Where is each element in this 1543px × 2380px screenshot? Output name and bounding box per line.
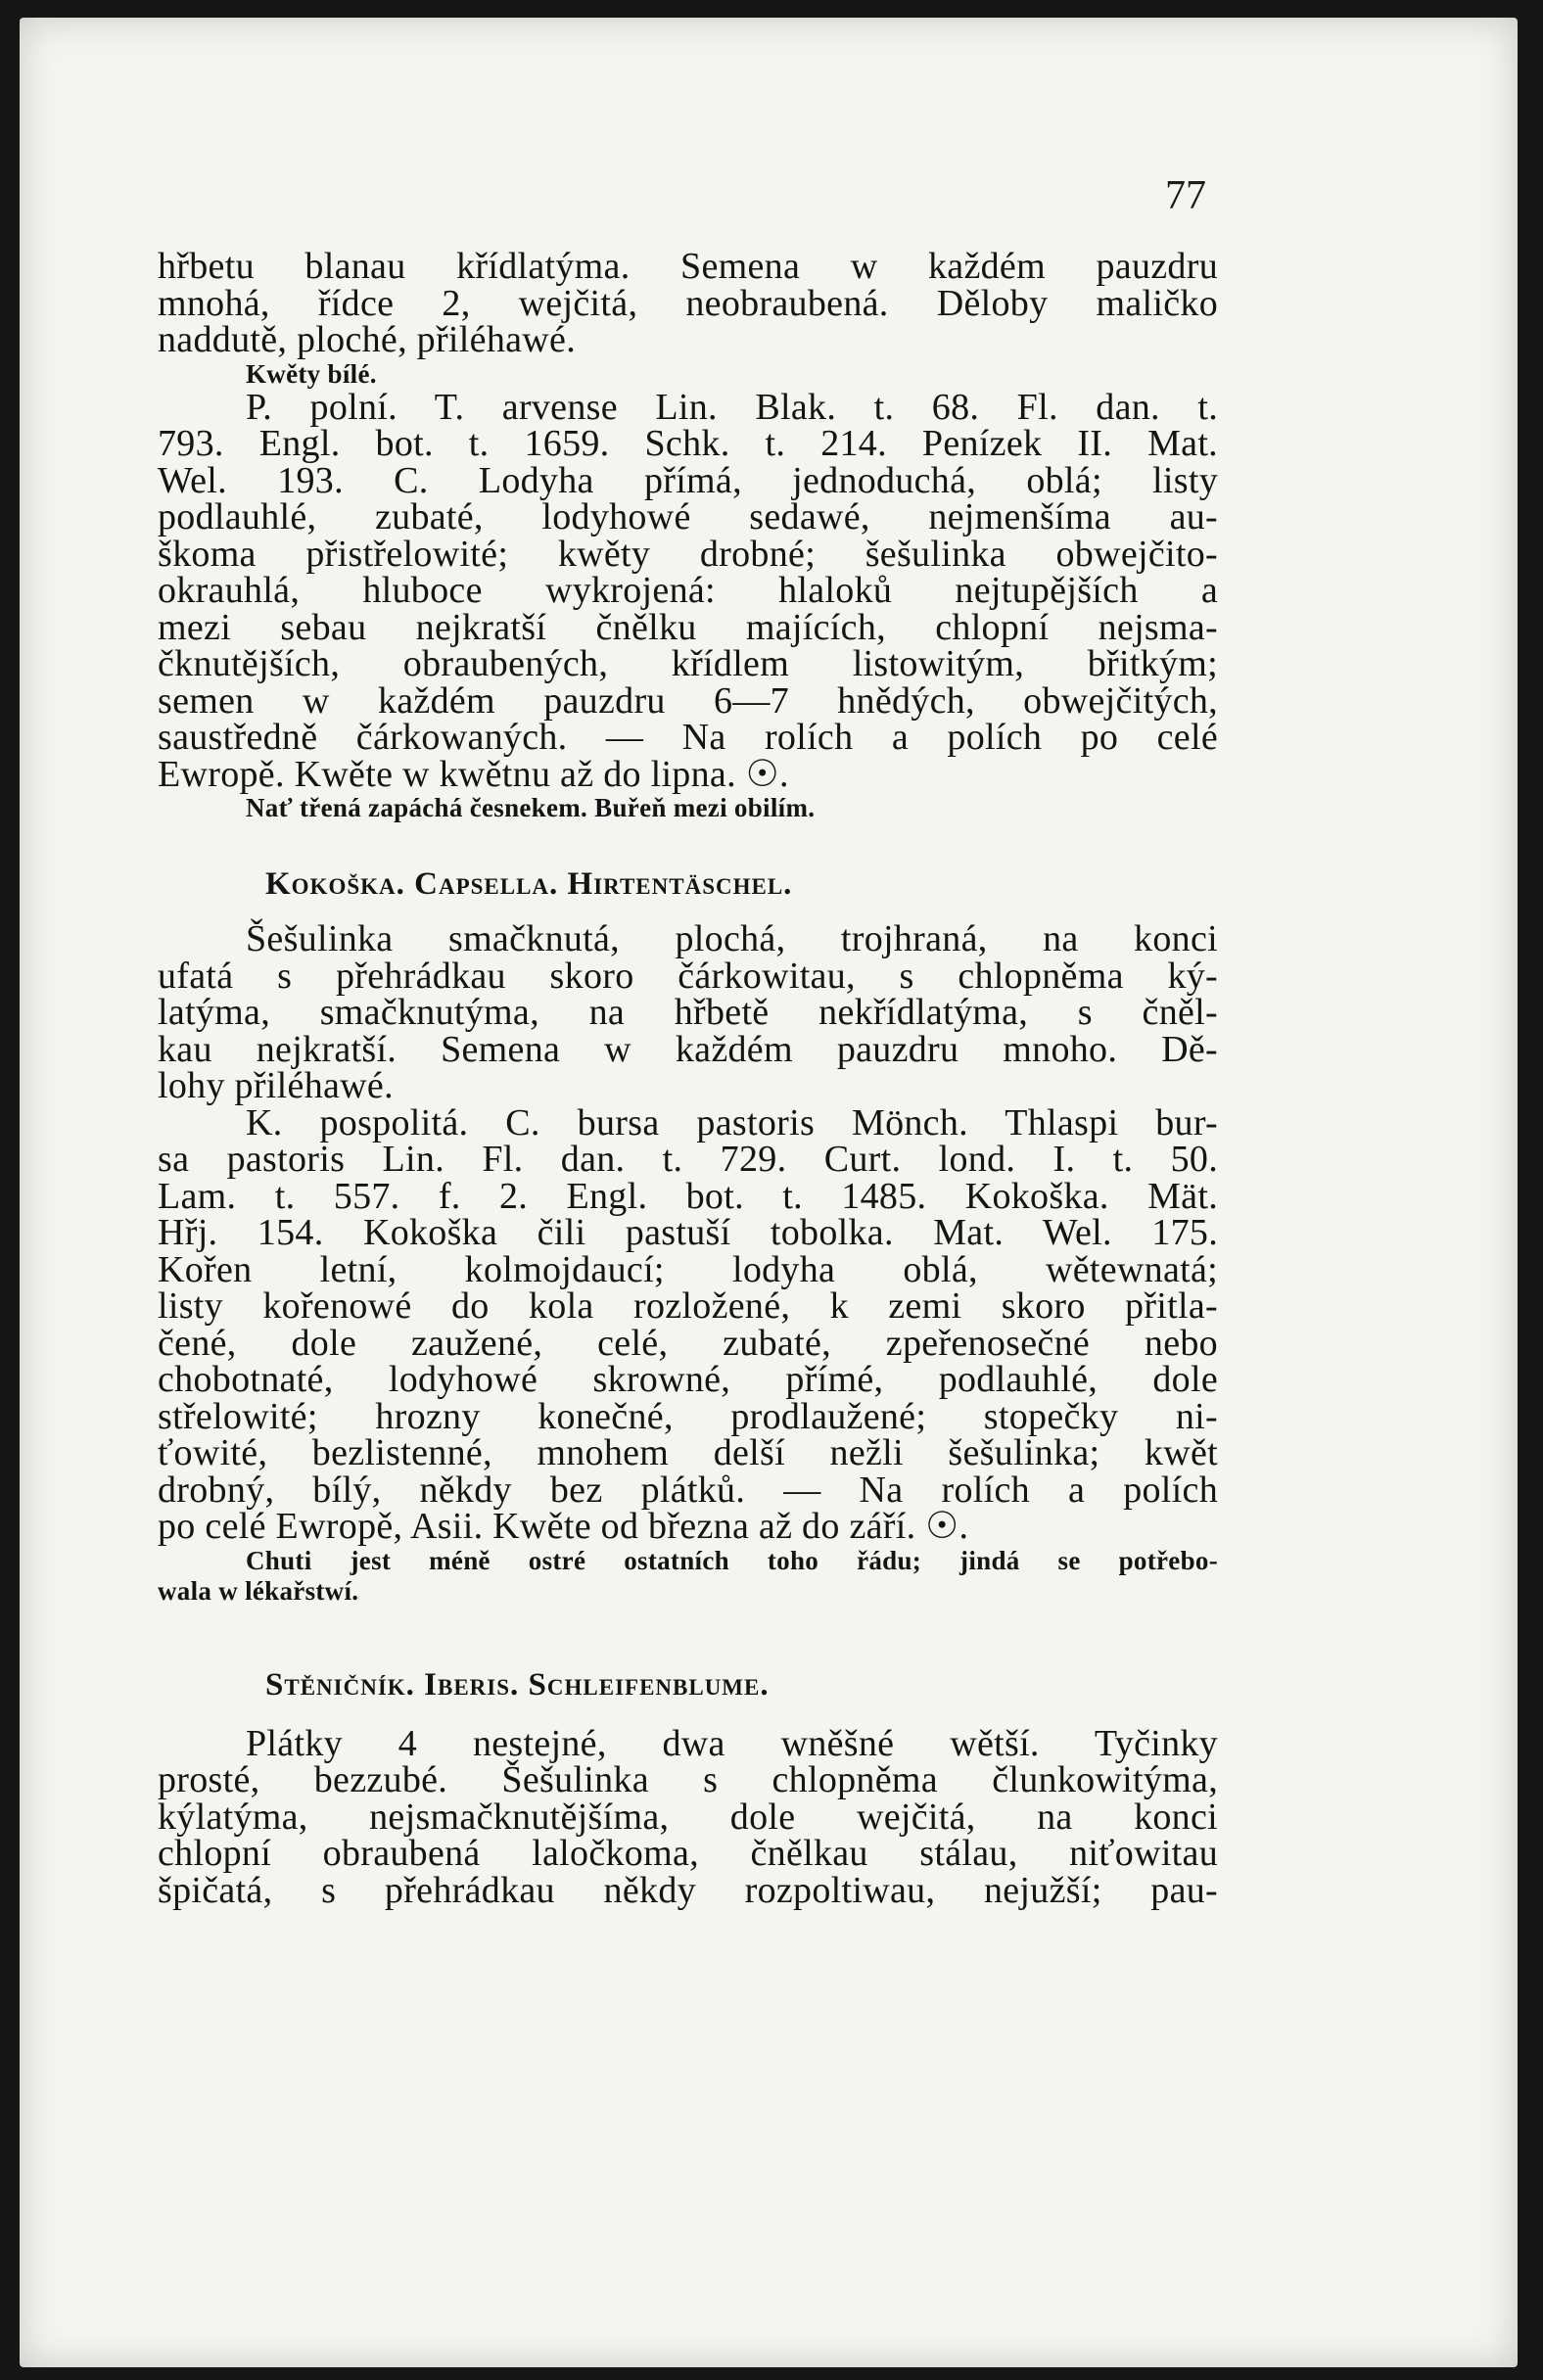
note-line: Nať třená zapáchá česnekem. Buřeň mezi obilím. bbox=[246, 793, 816, 822]
text-line: K. pospolitá. C. bursa pastoris Mönch. Thlaspi bur- bbox=[246, 1101, 1218, 1143]
note-line: wala w lékařstwí. bbox=[158, 1575, 359, 1606]
text-line: prosté, bezzubé. Šešulinka s chlopněma člunkowitýma, bbox=[158, 1759, 1218, 1800]
text-line: čené, dole zaužené, celé, zubaté, zpeřenosečné nebo bbox=[158, 1322, 1218, 1364]
text-line: saustředně čárkowaných. — Na rolích a polích po celé bbox=[158, 717, 1218, 758]
section-heading-stenicnik: Stěničník. Iberis. Schleifenblume. bbox=[265, 1666, 770, 1703]
text-line: okrauhlá, hluboce wykrojená: hlaloků nejtupějších a bbox=[158, 570, 1218, 611]
text-line: špičatá, s přehrádkau někdy rozpoltiwau, nejužší; pau- bbox=[158, 1869, 1218, 1911]
text-line: listy kořenowé do kola rozložené, k zemi skoro přitla- bbox=[158, 1285, 1218, 1327]
text-line: semen w každém pauzdru 6—7 hnědých, obwejčitých, bbox=[158, 679, 1218, 722]
text-line: Plátky 4 nestejné, dwa wněšné wětší. Tyčinky bbox=[246, 1722, 1218, 1764]
text-line: podlauhlé, zubaté, lodyhowé sedawé, nejmenšíma au- bbox=[158, 496, 1218, 537]
text-line: ťowité, bezlistenné, mnohem delší nežli šešulinka; kwět bbox=[158, 1432, 1218, 1473]
text-line: lohy přiléhawé. bbox=[158, 1065, 394, 1106]
text-line: Šešulinka smačknutá, plochá, trojhraná, na konci bbox=[246, 918, 1218, 959]
note-line: Kwěty bílé. bbox=[246, 358, 377, 389]
page-text bbox=[158, 246, 1218, 1911]
text-line: chlopní obraubená laločkoma, čnělkau stálau, niťowitau bbox=[158, 1833, 1218, 1874]
text-line: 793. Engl. bot. t. 1659. Schk. t. 214. Penízek II. Mat. bbox=[158, 423, 1218, 464]
text-line: po celé Ewropě, Asii. Kwěte od března až do září. ☉. bbox=[158, 1506, 969, 1547]
text-line: ufatá s přehrádkau skoro čárkowitau, s chlopněma ký- bbox=[158, 955, 1218, 997]
text-line: hřbetu blanau křídlatýma. Semena w každém pauzdru bbox=[158, 246, 1218, 287]
text-line: škoma přistřelowité; kwěty drobné; šešulinka obwejčito- bbox=[158, 533, 1218, 575]
text-line: Ewropě. Kwěte w kwětnu až do lipna. ☉. bbox=[158, 753, 789, 795]
text-line: kau nejkratší. Semena w každém pauzdru mnoho. Dě- bbox=[158, 1028, 1218, 1070]
text-line: latýma, smačknutýma, na hřbetě nekřídlatýma, s čněl- bbox=[158, 992, 1218, 1033]
text-line: Wel. 193. C. Lodyha přímá, jednoduchá, oblá; listy bbox=[158, 459, 1218, 501]
text-line: naddutě, ploché, přiléhawé. bbox=[158, 319, 576, 360]
text-line: drobný, bílý, někdy bez plátků. — Na rolích a polích bbox=[158, 1469, 1218, 1511]
section-heading-kokoska: Kokoška. Capsella. Hirtentäschel. bbox=[265, 866, 793, 902]
text-line: kýlatýma, nejsmačknutějšíma, dole wejčitá, na konci bbox=[158, 1796, 1218, 1838]
text-line: P. polní. T. arvense Lin. Blak. t. 68. Fl. dan. t. bbox=[246, 386, 1218, 428]
text-line: sa pastoris Lin. Fl. dan. t. 729. Curt. lond. I. t. 50. bbox=[158, 1139, 1218, 1180]
text-line: čknutějších, obraubených, křídlem listowitým, břitkým; bbox=[158, 643, 1218, 684]
text-line: mezi sebau nejkratší čnělku majících, chlopní nejsma- bbox=[158, 606, 1218, 648]
text-line: Hřj. 154. Kokoška čili pastuší tobolka. Mat. Wel. 175. bbox=[158, 1212, 1218, 1253]
text-line: mnohá, řídce 2, wejčitá, neobraubená. Děloby maličko bbox=[158, 282, 1218, 324]
book-page bbox=[20, 18, 1518, 2367]
text-line: Lam. t. 557. f. 2. Engl. bot. t. 1485. Kokoška. Mät. bbox=[158, 1175, 1218, 1217]
text-line: chobotnaté, lodyhowé skrowné, přímé, podlauhlé, dole bbox=[158, 1359, 1218, 1400]
text-line: Kořen letní, kolmojdaucí; lodyha oblá, wětewnatá; bbox=[158, 1248, 1218, 1290]
text-line: střelowité; hrozny konečné, prodlaužené; stopečky ni- bbox=[158, 1395, 1218, 1437]
page-number: 77 bbox=[1165, 173, 1206, 218]
note-line: Chuti jest méně ostré ostatních toho řádu; jindá se potřebo- bbox=[246, 1545, 1218, 1575]
